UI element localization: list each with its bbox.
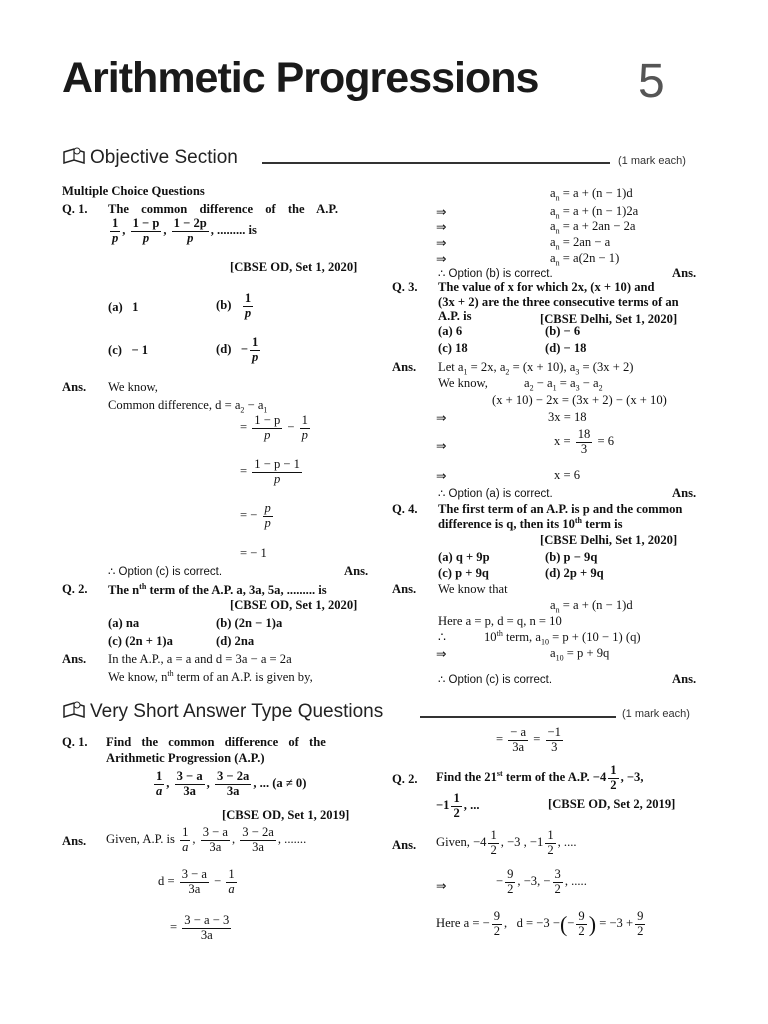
answer-line: We know, (438, 376, 488, 390)
answer-step: = − $\frac{p}{p}$ (240, 501, 271, 530)
answer-line: Here a = p, d = q, n = 10 (438, 614, 562, 628)
question-source: [CBSE OD, Set 1, 2019] (222, 808, 350, 822)
section-title-vsa: Very Short Answer Type Questions (90, 701, 384, 722)
answer-line: Given, A.P. is $\frac{1}{a}$ , $\frac{3 - a}{3a}$ , $\frac{3 - 2a}{3a}$ , ....... (106, 825, 307, 854)
answer-step: = − 1 (240, 546, 267, 560)
option-c: (c) − 1 (108, 343, 149, 357)
question-text: difference is q, then its 10th term is (438, 516, 623, 532)
option-correct: ∴ Option (c) is correct. (108, 566, 223, 578)
option-d: (d) − $\frac{1}{p}$ (216, 335, 259, 364)
answer-label: Ans. (392, 838, 417, 852)
step-line: $a_n = a(2n - 1)$ (550, 251, 620, 268)
implies-symbol: ⇒ (436, 469, 447, 483)
answer-line: Given, −4 $\frac{1}{2}$ , −3 , −1 $\frac{1}{2}$ , .... (436, 828, 577, 857)
answer-line: 10th term, $a_{10} = p + (10 - 1)$ (q) (484, 629, 641, 647)
answer-line: x = $\frac{18}{3}$ = 6 (554, 427, 615, 456)
question-text: The $n^{th}$ term of the A.P. a, 3a, 5a, ......... is (108, 582, 327, 598)
answer-line: 3x = 18 (548, 410, 587, 424)
option-b: (b) (2n − 1)a (216, 616, 283, 630)
question-label: Q. 1. (62, 202, 88, 216)
answer-line: We know, (108, 380, 158, 394)
implies-symbol: ⇒ (436, 411, 447, 425)
answer-step: = $\frac{3 - a - 3}{3a}$ (170, 913, 230, 942)
option-c: (c) p + 9q (438, 566, 489, 580)
answer-step: = $\frac{1 - p}{p}$ − $\frac{1}{p}$ (240, 413, 308, 442)
implies-symbol: ⇒ (436, 252, 447, 266)
answer-line: Common difference, $d = a_2 - a_1$ (108, 398, 268, 415)
answer-line: x = 6 (554, 468, 580, 482)
question-text: (3x + 2) are the three consecutive terms of an (438, 295, 679, 309)
option-correct: ∴ Option (a) is correct. (438, 488, 553, 500)
ans-tag: Ans. (672, 266, 697, 280)
question-label: Q. 3. (392, 280, 418, 294)
step-line: $a_n = a + 2an - 2a$ (550, 219, 636, 236)
answer-step: d = $\frac{3 - a}{3a}$ − $\frac{1}{a}$ (158, 867, 235, 896)
implies-symbol: ⇒ (436, 205, 447, 219)
option-a: (a) q + 9p (438, 550, 490, 564)
question-text: −1 $\frac{1}{2}$ , ... (436, 791, 480, 820)
implies-symbol: ⇒ (436, 220, 447, 234)
option-b: (b) p − 9q (545, 550, 598, 564)
question-fractions: $\frac{1}{a}$ , $\frac{3 - a}{3a}$ , $\frac{3 - 2a}{3a}$ , ... (a ≠ 0) (156, 769, 307, 798)
option-a: (a) na (108, 616, 140, 630)
question-source: [CBSE OD, Set 2, 2019] (548, 797, 676, 811)
option-d: (d) 2p + 9q (545, 566, 604, 580)
implies-symbol: ⇒ (436, 647, 447, 661)
question-text: The common difference of the A.P. (108, 202, 339, 216)
answer-label: Ans. (392, 360, 417, 374)
answer-line: $a_2 - a_1 = a_3 - a_2$ (524, 376, 603, 393)
implies-symbol: ⇒ (436, 879, 447, 893)
question-source: [CBSE Delhi, Set 1, 2020] (540, 312, 678, 326)
option-c: (c) (2n + 1)a (108, 634, 173, 648)
implies-symbol: ⇒ (436, 236, 447, 250)
option-b: (b) $\frac{1}{p}$ (216, 291, 252, 320)
step-line: $a_n = 2an - a$ (550, 235, 611, 252)
question-text: The value of x for which 2x, (x + 10) and (438, 280, 655, 294)
answer-step: = $\frac{1 - p - 1}{p}$ (240, 457, 300, 486)
ans-tag: Ans. (672, 486, 697, 500)
option-correct: ∴ Option (b) is correct. (438, 268, 553, 280)
option-a: (a) 1 (108, 300, 139, 314)
question-label: Q. 4. (392, 502, 418, 516)
answer-line: In the A.P., a = a and d = 3a − a = 2a (108, 652, 292, 666)
section-divider (262, 162, 610, 164)
question-label: Q. 2. (62, 582, 88, 596)
question-source: [CBSE OD, Set 1, 2020] (230, 598, 358, 612)
answer-line: We know, $n^{th}$ term of an A.P. is given by, (108, 669, 313, 685)
answer-line: Here a = − $\frac{9}{2}$ , d = −3 −(− $\frac{9}{2}$ ) = −3 + $\frac{9}{2}$ (436, 909, 644, 938)
step-line: $a_n = a + (n - 1)d$ (550, 186, 633, 203)
implies-symbol: ⇒ (436, 439, 447, 453)
book-icon (62, 146, 86, 170)
section-title-objective: Objective Section (90, 147, 238, 168)
answer-line: (x + 10) − 2x = (3x + 2) − (x + 10) (492, 393, 667, 407)
mcq-heading: Multiple Choice Questions (62, 184, 205, 198)
answer-step: = $\frac{- a}{3a}$ = $\frac{-1}{3}$ (496, 725, 561, 754)
ans-tag: Ans. (344, 564, 369, 578)
question-text: The first term of an A.P. is p and the common (438, 502, 683, 516)
question-text: Find the common difference of the (106, 735, 326, 749)
answer-label: Ans. (392, 582, 417, 596)
book-icon (62, 700, 86, 724)
therefore-symbol: ∴ (438, 630, 447, 644)
answer-line: Let $a_1 = 2x$, $a_2 = (x + 10)$, $a_3 = (3x + 2)$ (438, 360, 634, 377)
section-marks: (1 mark each) (618, 155, 686, 167)
option-a: (a) 6 (438, 324, 463, 338)
answer-line: We know that (438, 582, 508, 596)
question-text: Arithmetic Progression (A.P.) (106, 751, 265, 765)
answer-label: Ans. (62, 652, 87, 666)
option-b: (b) − 6 (545, 324, 581, 338)
answer-label: Ans. (62, 380, 87, 394)
question-text: Find the 21st term of the A.P. −4 $\frac{1}{2}$ , −3, (436, 763, 644, 792)
question-label: Q. 1. (62, 735, 88, 749)
question-label: Q. 2. (392, 772, 418, 786)
answer-label: Ans. (62, 834, 87, 848)
option-correct: ∴ Option (c) is correct. (438, 674, 553, 686)
question-fractions: $\frac{1}{p}$ , $\frac{1 - p}{p}$ , $\frac{1 - 2p}{p}$ , ......... is (112, 216, 257, 245)
answer-line: $a_{10} = p + 9q$ (550, 646, 610, 663)
option-c: (c) 18 (438, 341, 468, 355)
step-line: $a_n = a + (n - 1)2a$ (550, 204, 639, 221)
ans-tag: Ans. (672, 672, 697, 686)
option-d: (d) 2na (216, 634, 255, 648)
section-divider (420, 716, 616, 718)
option-d: (d) − 18 (545, 341, 587, 355)
answer-line: − $\frac{9}{2}$ , −3, − $\frac{3}{2}$ , ..... (496, 867, 587, 896)
question-text: A.P. is (438, 309, 472, 323)
page-title: Arithmetic Progressions (62, 54, 539, 102)
chapter-number: 5 (638, 55, 665, 108)
section-marks: (1 mark each) (622, 708, 690, 720)
question-source: [CBSE Delhi, Set 1, 2020] (540, 533, 678, 547)
question-source: [CBSE OD, Set 1, 2020] (230, 260, 358, 274)
answer-line: $a_n = a + (n - 1)d$ (550, 598, 633, 615)
